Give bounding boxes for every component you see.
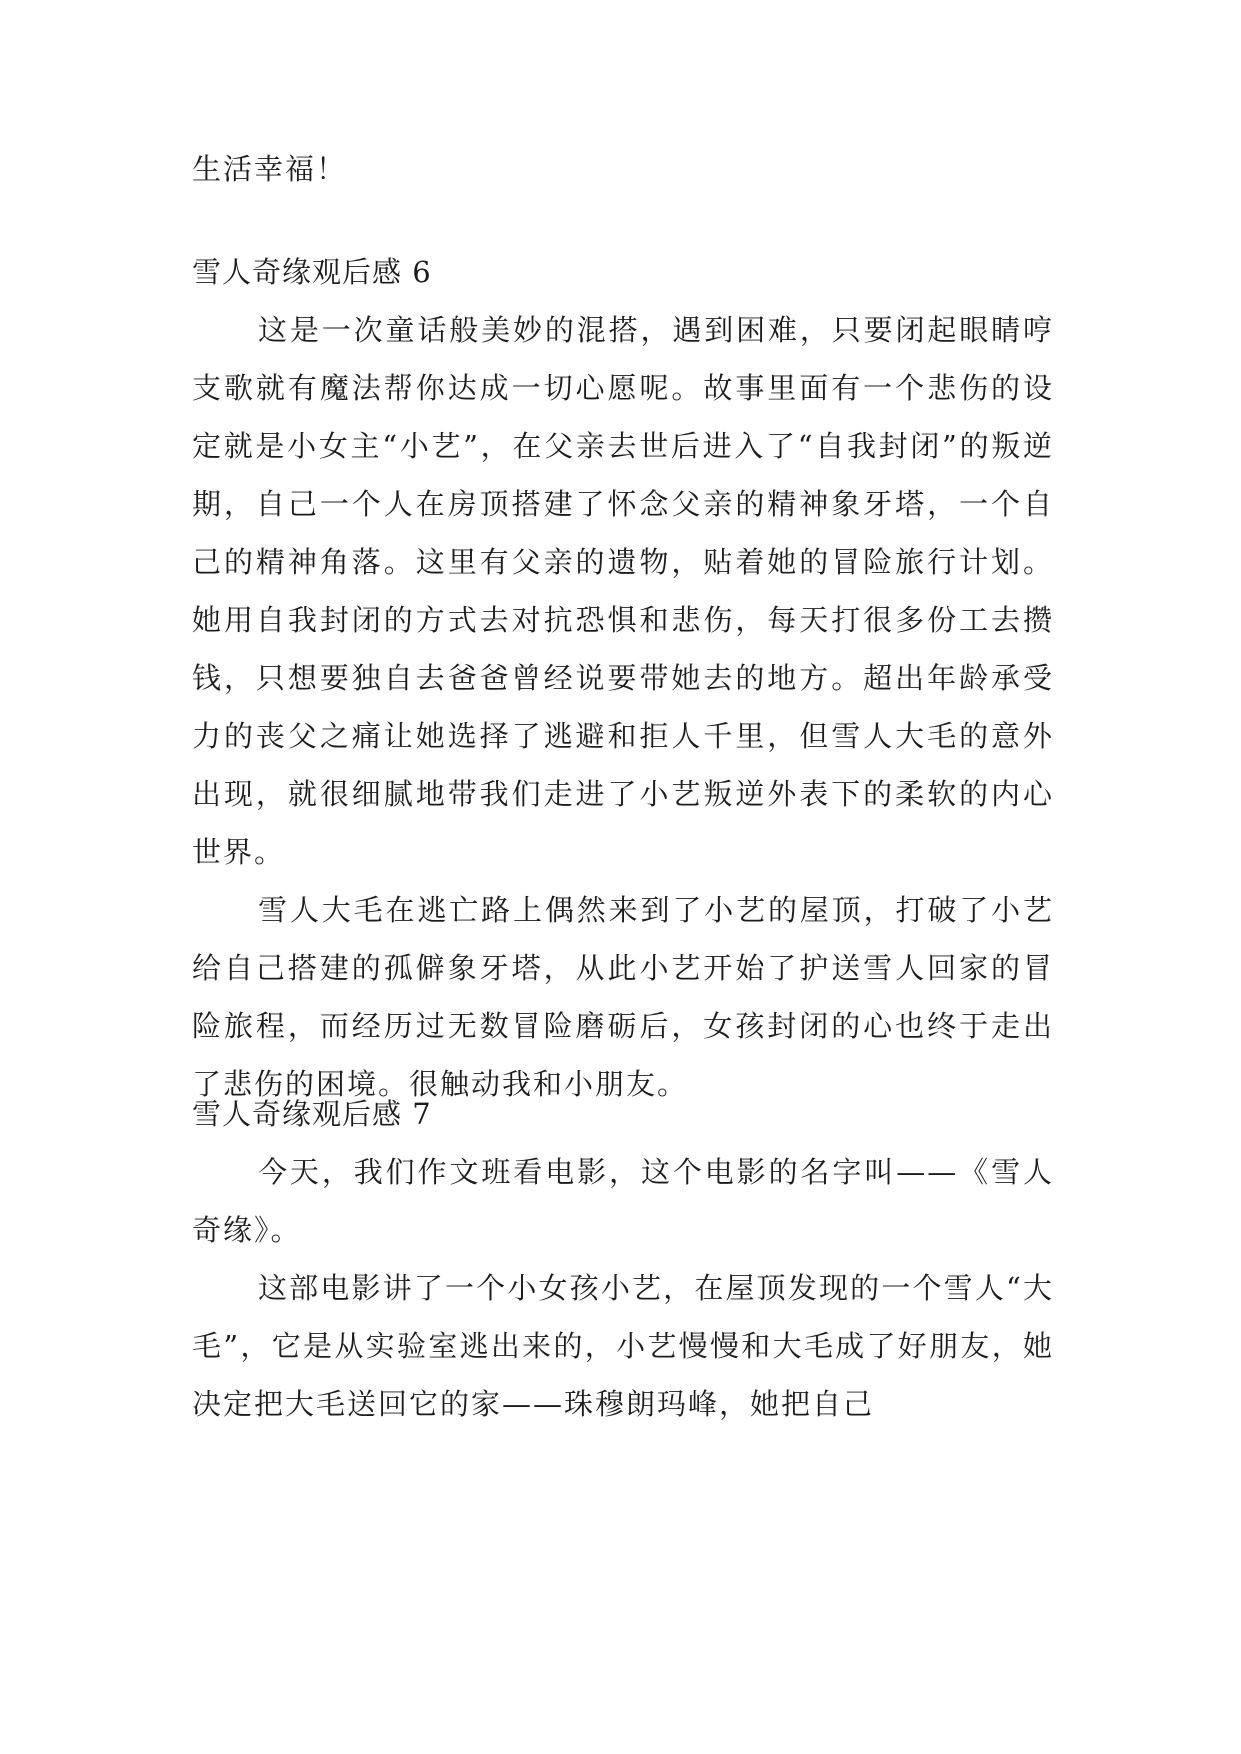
top-fragment: 生活幸福！	[192, 152, 348, 186]
paragraph: 今天，我们作文班看电影，这个电影的名字叫——《雪人奇缘》。	[192, 1155, 1054, 1247]
section-6	[192, 243, 1054, 1113]
paragraph: 雪人大毛在逃亡路上偶然来到了小艺的屋顶，打破了小艺给自己搭建的孤僻象牙塔，从此小艺开始了护送雪人回家的冒险旅程，而经历过无数冒险磨砺后，女孩封闭的心也终于走出了悲伤的困境。很触动我和小朋友。	[192, 893, 1054, 1101]
section-heading: 雪人奇缘观后感 7	[192, 1097, 432, 1131]
top-fragment-block	[192, 140, 1054, 198]
paragraph: 这部电影讲了一个小女孩小艺，在屋顶发现的一个雪人“大毛”，它是从实验室逃出来的，小艺慢慢和大毛成了好朋友，她决定把大毛送回它的家——珠穆朗玛峰，她把自己	[192, 1271, 1054, 1421]
section-heading: 雪人奇缘观后感 6	[192, 255, 432, 289]
section-7	[192, 1085, 1054, 1433]
paragraph: 这是一次童话般美妙的混搭，遇到困难，只要闭起眼睛哼支歌就有魔法帮你达成一切心愿呢。故事里面有一个悲伤的设定就是小女主“小艺”，在父亲去世后进入了“自我封闭”的叛逆期，自己一个人在房顶搭建了怀念父亲的精神象牙塔，一个自己的精神角落。这里有父亲的遗物，贴着她的冒险旅行计划。她用自我封闭的方式去对抗恐惧和悲伤，每天打很多份工去攒钱，只想要独自去爸爸曾经说要带她去的地方。超出年龄承受力的丧父之痛让她选择了逃避和拒人千里，但雪人大毛的意外出现，就很细腻地带我们走进了小艺叛逆外表下的柔软的内心世界。	[192, 313, 1054, 869]
